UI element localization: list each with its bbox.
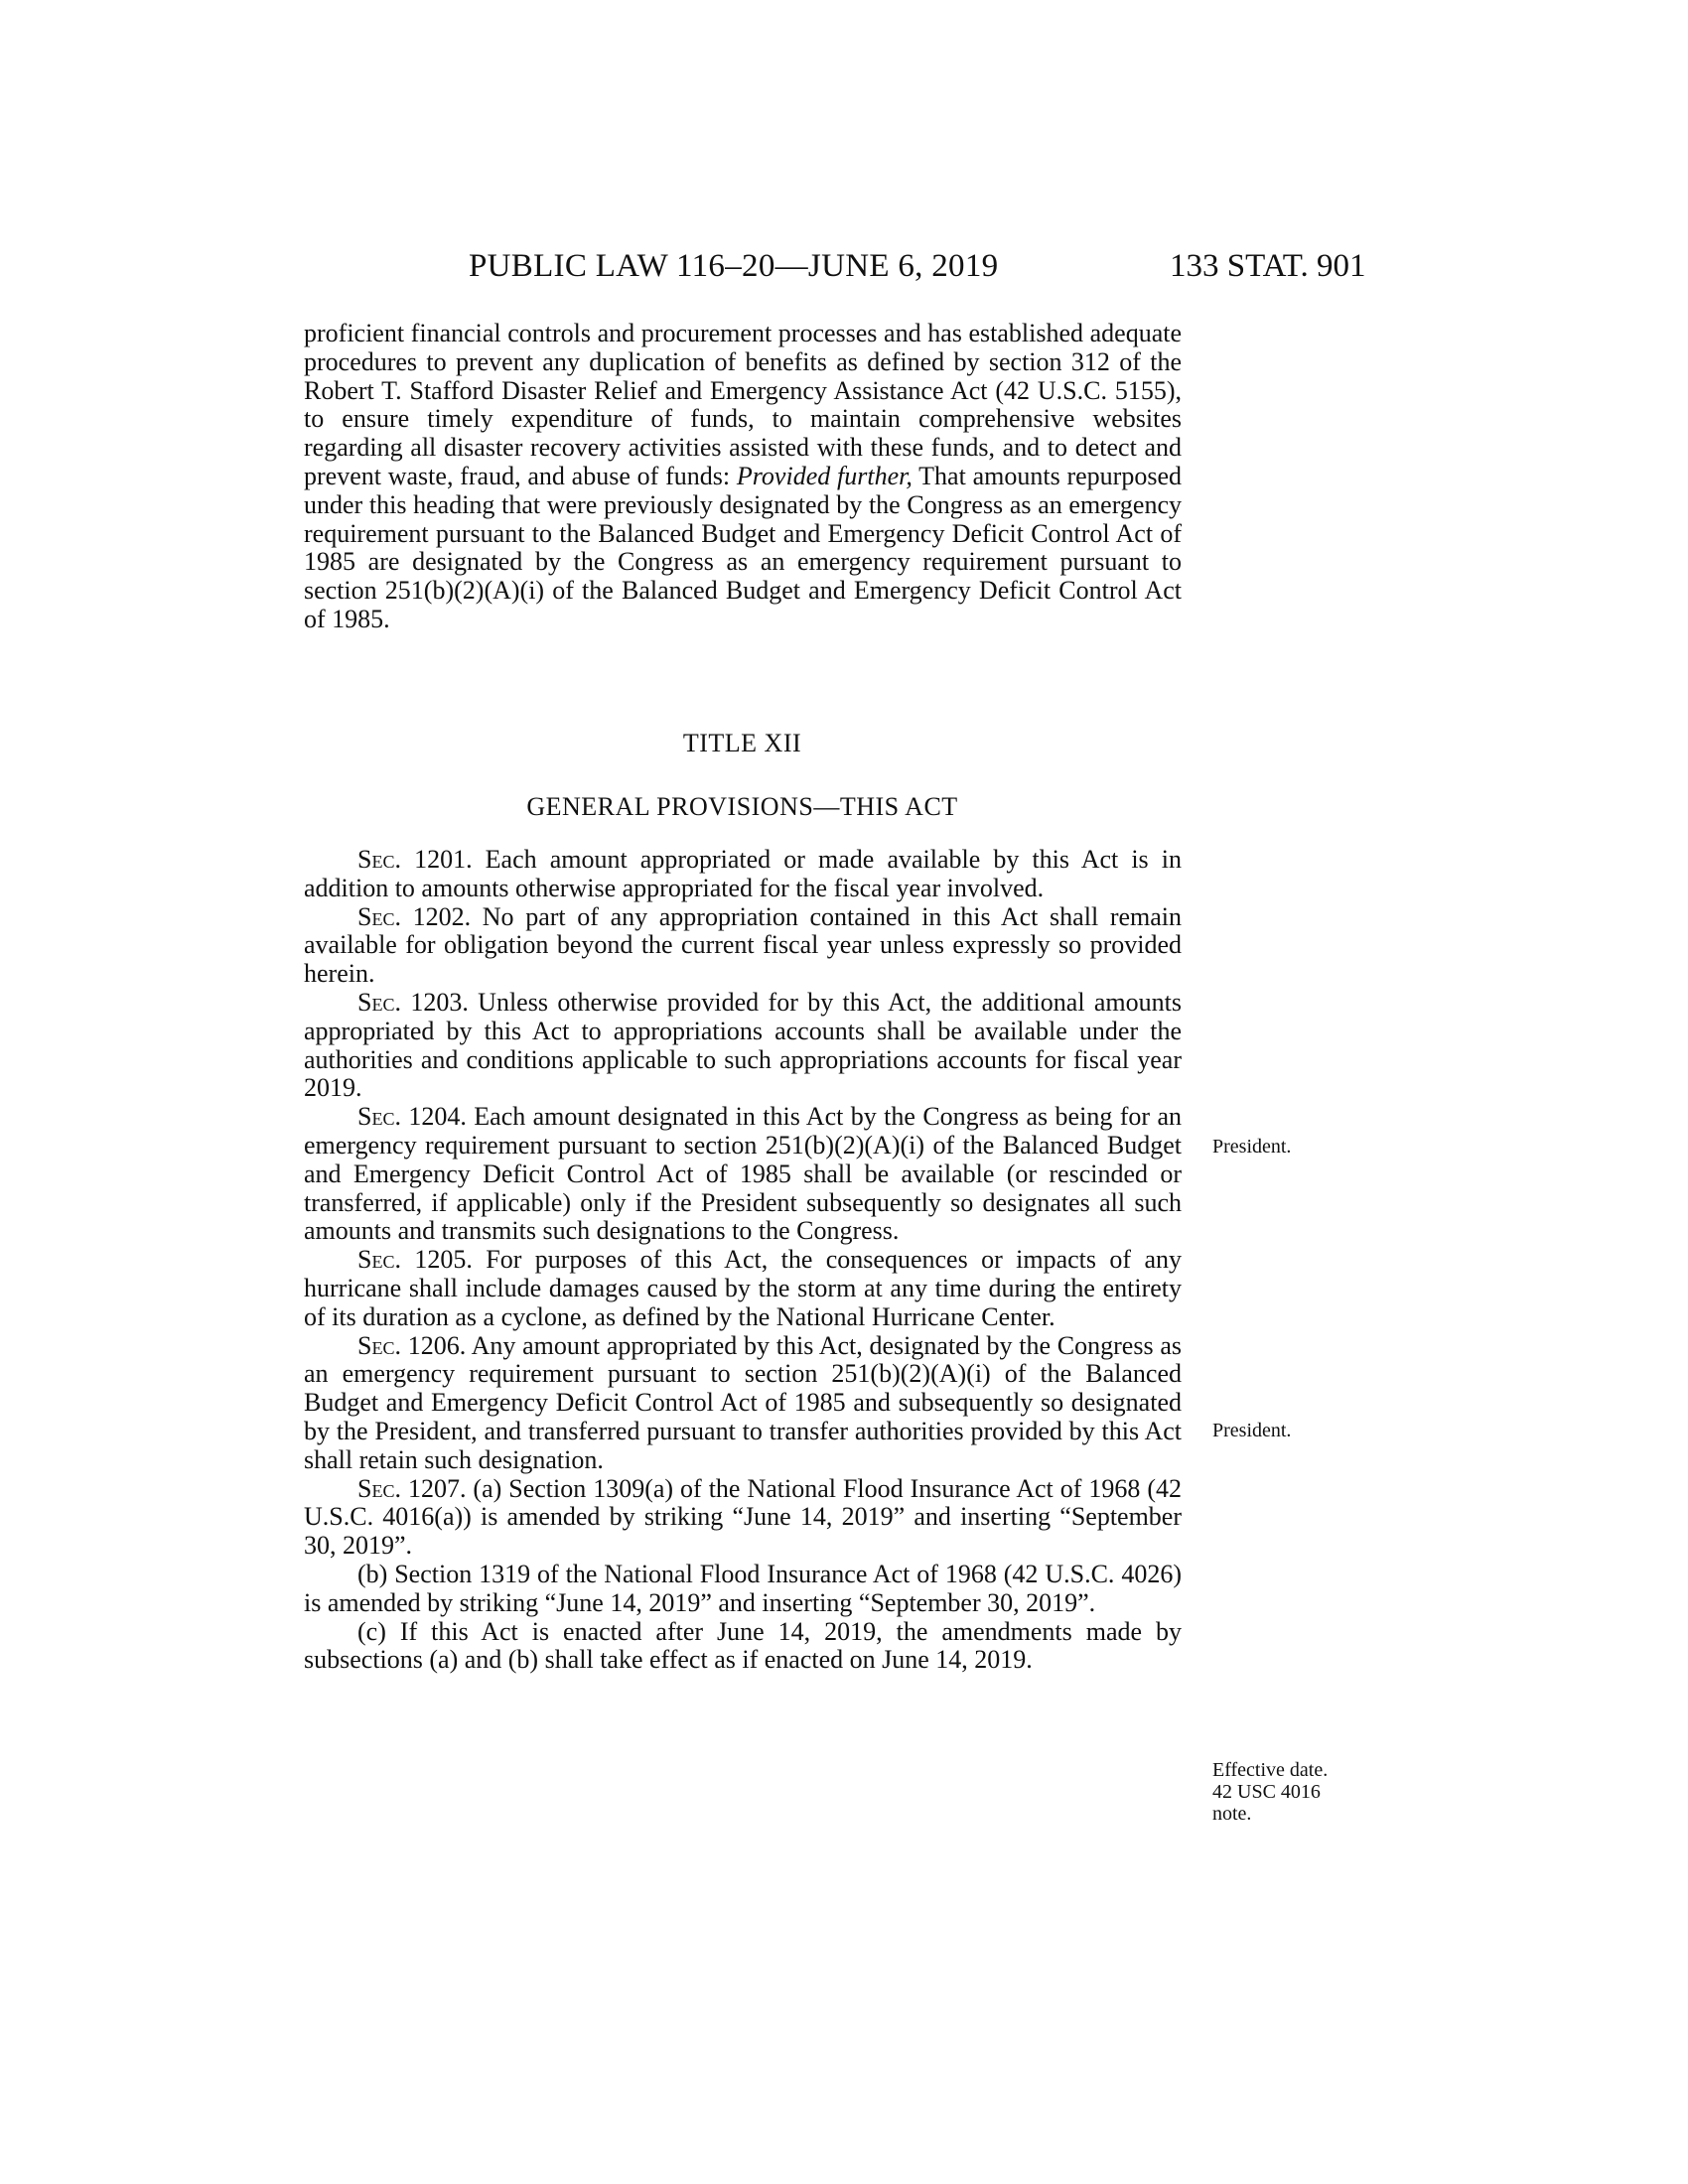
section-label: Sec. [357, 1102, 401, 1132]
section-1204 [304, 1103, 1182, 1246]
section-text: 1205. For purposes of this Act, the consequences or impacts of any hurricane shall include damages caused by the storm at any time during the entirety of its duration as a cyclone, as defined by the National Hurricane Center. [304, 1245, 1182, 1331]
section-1207 [304, 1475, 1182, 1561]
section-label: Sec. [357, 1330, 401, 1360]
marginal-note-president-1206: President. [1212, 1420, 1292, 1441]
section-label: Sec. [357, 1245, 401, 1275]
marginal-note-president-1204: President. [1212, 1136, 1292, 1158]
section-text: 1207. (a) Section 1309(a) of the National Flood Insurance Act of 1968 (42 U.S.C. 4016(a)) is amended by striking “June 14, 2019” and inserting “September 30, 2019”. [304, 1473, 1182, 1561]
section-label: Sec. [357, 901, 401, 931]
section-text: 1203. Unless otherwise provided for by this Act, the additional amounts appropriated by this Act to appropriations accounts shall be available under the authorities and conditions applicable to such appropriations accounts for fiscal year 2019. [304, 987, 1182, 1103]
section-1201 [304, 846, 1182, 903]
subsection-c: (c) If this Act is enacted after June 14, 2019, the amendments made by subsections (a) and (b) shall take effect as if enacted on June 14, 2019. [304, 1616, 1182, 1675]
subtitle-heading: GENERAL PROVISIONS—THIS ACT [526, 792, 958, 821]
section-1203 [304, 989, 1182, 1103]
section-text: 1201. Each amount appropriated or made available by this Act is in addition to amounts otherwise appropriated for the fiscal year involved. [304, 845, 1182, 902]
intro-text-part-1: proficient financial controls and procurement processes and has established adequate procedures to prevent any duplication of benefits as defined by section 312 of the Robert T. Stafford Disaster Relief and Emergency Assistance Act (42 U.S.C. 5155), to ensure timely expenditure of funds, to maintain comprehensive websites regarding all disaster recovery activities assisted with these funds, and to detect and prevent waste, fraud, and abuse of funds: [304, 319, 1182, 490]
section-text: 1204. Each amount designated in this Act by the Congress as being for an emergency requirement pursuant to section 251(b)(2)(A)(i) of the Balanced Budget and Emergency Deficit Control Act of 1985 shall be available (or rescinded or transferred, if applicable) only if the President subsequently so designates all such amounts and transmits such designations to the Congress. [304, 1102, 1182, 1246]
section-label: Sec. [357, 845, 401, 874]
intro-text [304, 320, 1182, 634]
section-text: 1202. No part of any appropriation contained in this Act shall remain available for obligation beyond the current fiscal year unless expressly so provided herein. [304, 901, 1182, 989]
section-label: Sec. [357, 1473, 401, 1503]
subsection-b: (b) Section 1319 of the National Flood Insurance Act of 1968 (42 U.S.C. 4026) is amended by striking “June 14, 2019” and inserting “September 30, 2019”. [304, 1559, 1182, 1617]
section-1205 [304, 1246, 1182, 1331]
section-text: 1206. Any amount appropriated by this Act, designated by the Congress as an emergency requirement pursuant to section 251(b)(2)(A)(i) of the Balanced Budget and Emergency Deficit Control Act of 1985 and subsequently so designated by the President, and transferred pursuant to transfer authorities provided by this Act shall retain such designation. [304, 1330, 1182, 1474]
section-1206 [304, 1332, 1182, 1475]
marginal-note-line: 42 USC 4016 [1212, 1781, 1321, 1803]
title-heading: TITLE XII [682, 729, 802, 757]
running-header-title: PUBLIC LAW 116–20—JUNE 6, 2019 [469, 248, 999, 284]
marginal-note-line: Effective date. [1212, 1759, 1329, 1781]
sections-block [304, 846, 1182, 1675]
marginal-note-line: note. [1212, 1803, 1252, 1825]
intro-paragraph [304, 320, 1182, 634]
section-1202 [304, 903, 1182, 989]
provided-further-italic: Provided further, [736, 461, 913, 490]
intro-text-part-2: That amounts repurposed under this heading that were previously designated by the Congress as an emergency requirement pursuant to the Balanced Budget and Emergency Deficit Control Act of 1985 are designated by the Congress as an emergency requirement pursuant to section 251(b)(2)(A)(i) of the Balanced Budget and Emergency Deficit Control Act of 1985. [304, 461, 1182, 633]
page-stat-number: 133 STAT. 901 [1170, 248, 1366, 284]
marginal-note-effective-date [1212, 1759, 1328, 1825]
section-label: Sec. [357, 987, 401, 1017]
